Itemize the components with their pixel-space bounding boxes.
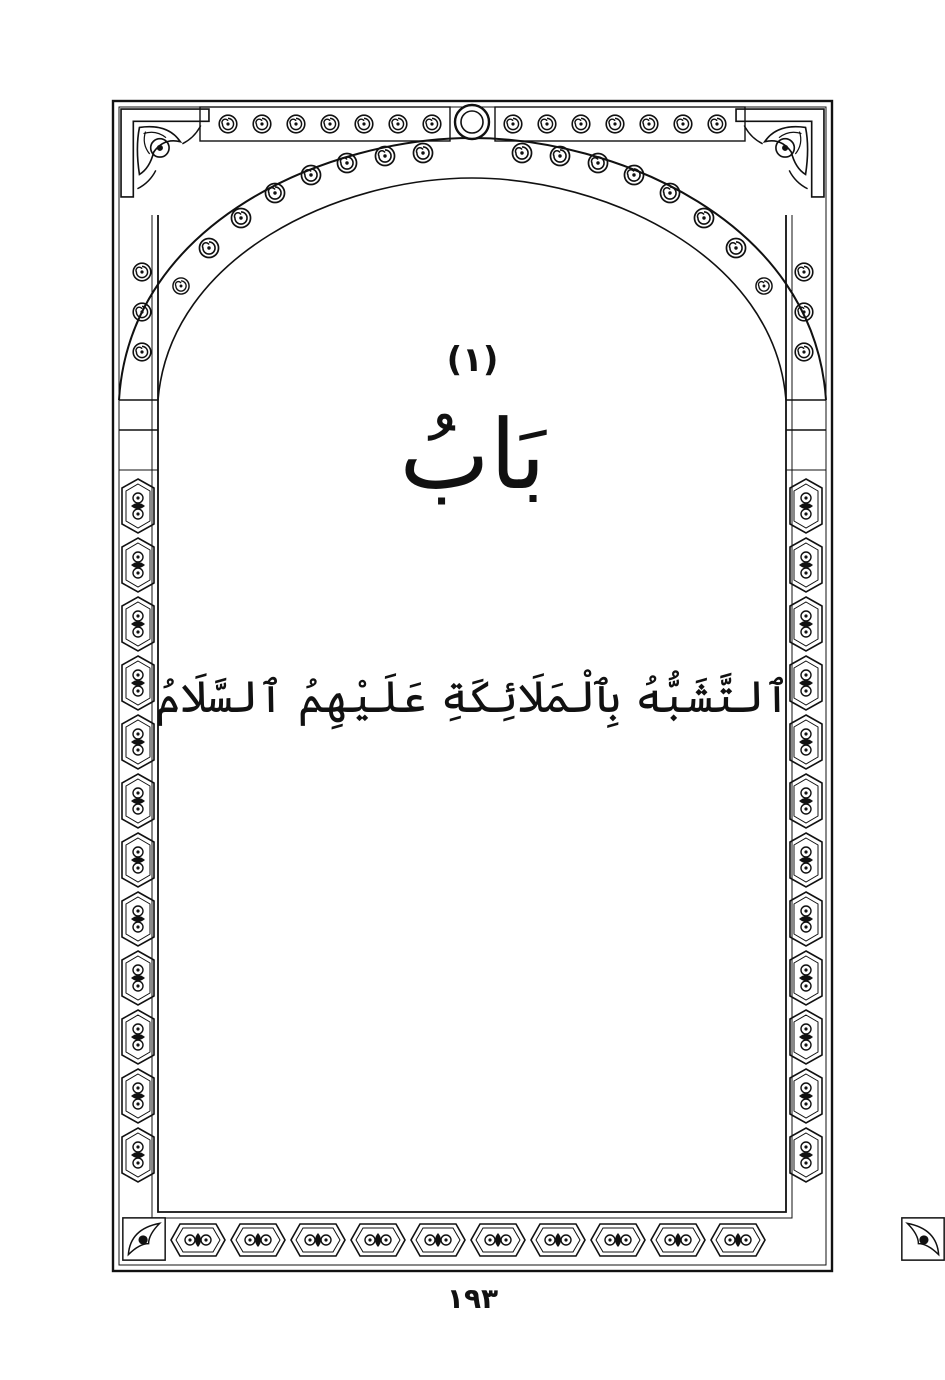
arabesque-cell [591,1224,645,1256]
arabesque-cell [790,951,822,1005]
arabesque-cell [231,1224,285,1256]
arabesque-cell [790,1069,822,1123]
floral-corner-ornament-bottom-right [902,1218,944,1260]
arabesque-cell [790,597,822,651]
arabesque-cell [122,774,154,828]
left-arabesque-column [122,479,154,1182]
chapter-title: ٱلتَّشَبُّهُ بِٱلْمَلَائِكَةِ عَلَيْهِمُ ٱلسَّلَامُ [155,672,790,723]
arabesque-cell [711,1224,765,1256]
arabesque-cell [122,833,154,887]
arabesque-cell [471,1224,525,1256]
chapter-number: (١) [446,340,499,380]
floral-corner-ornament-top-left [121,109,209,197]
arabesque-cell [790,833,822,887]
arabesque-cell [122,951,154,1005]
arabesque-cell [790,538,822,592]
arabesque-cell [790,892,822,946]
ring-medallion-icon [455,105,489,139]
arabesque-cell [790,1010,822,1064]
right-arabesque-column [790,479,822,1182]
arabesque-cell [122,597,154,651]
arabesque-cell [531,1224,585,1256]
bottom-arabesque-row [171,1224,765,1256]
chapter-heading: بَابُ [399,399,546,511]
arabesque-cell [122,1010,154,1064]
arabesque-cell [122,1069,154,1123]
arabesque-cell [790,1128,822,1182]
floral-corner-ornament-top-right [736,109,824,197]
arabesque-cell [171,1224,225,1256]
arabesque-cell [411,1224,465,1256]
arabesque-cell [351,1224,405,1256]
arabesque-cell [651,1224,705,1256]
page-number: ١٩٣ [446,1282,499,1315]
floral-corner-ornament-bottom-left [123,1218,165,1260]
arabesque-cell [122,1128,154,1182]
arabesque-cell [122,538,154,592]
arabesque-cell [790,774,822,828]
arabesque-cell [122,892,154,946]
arabesque-cell [291,1224,345,1256]
